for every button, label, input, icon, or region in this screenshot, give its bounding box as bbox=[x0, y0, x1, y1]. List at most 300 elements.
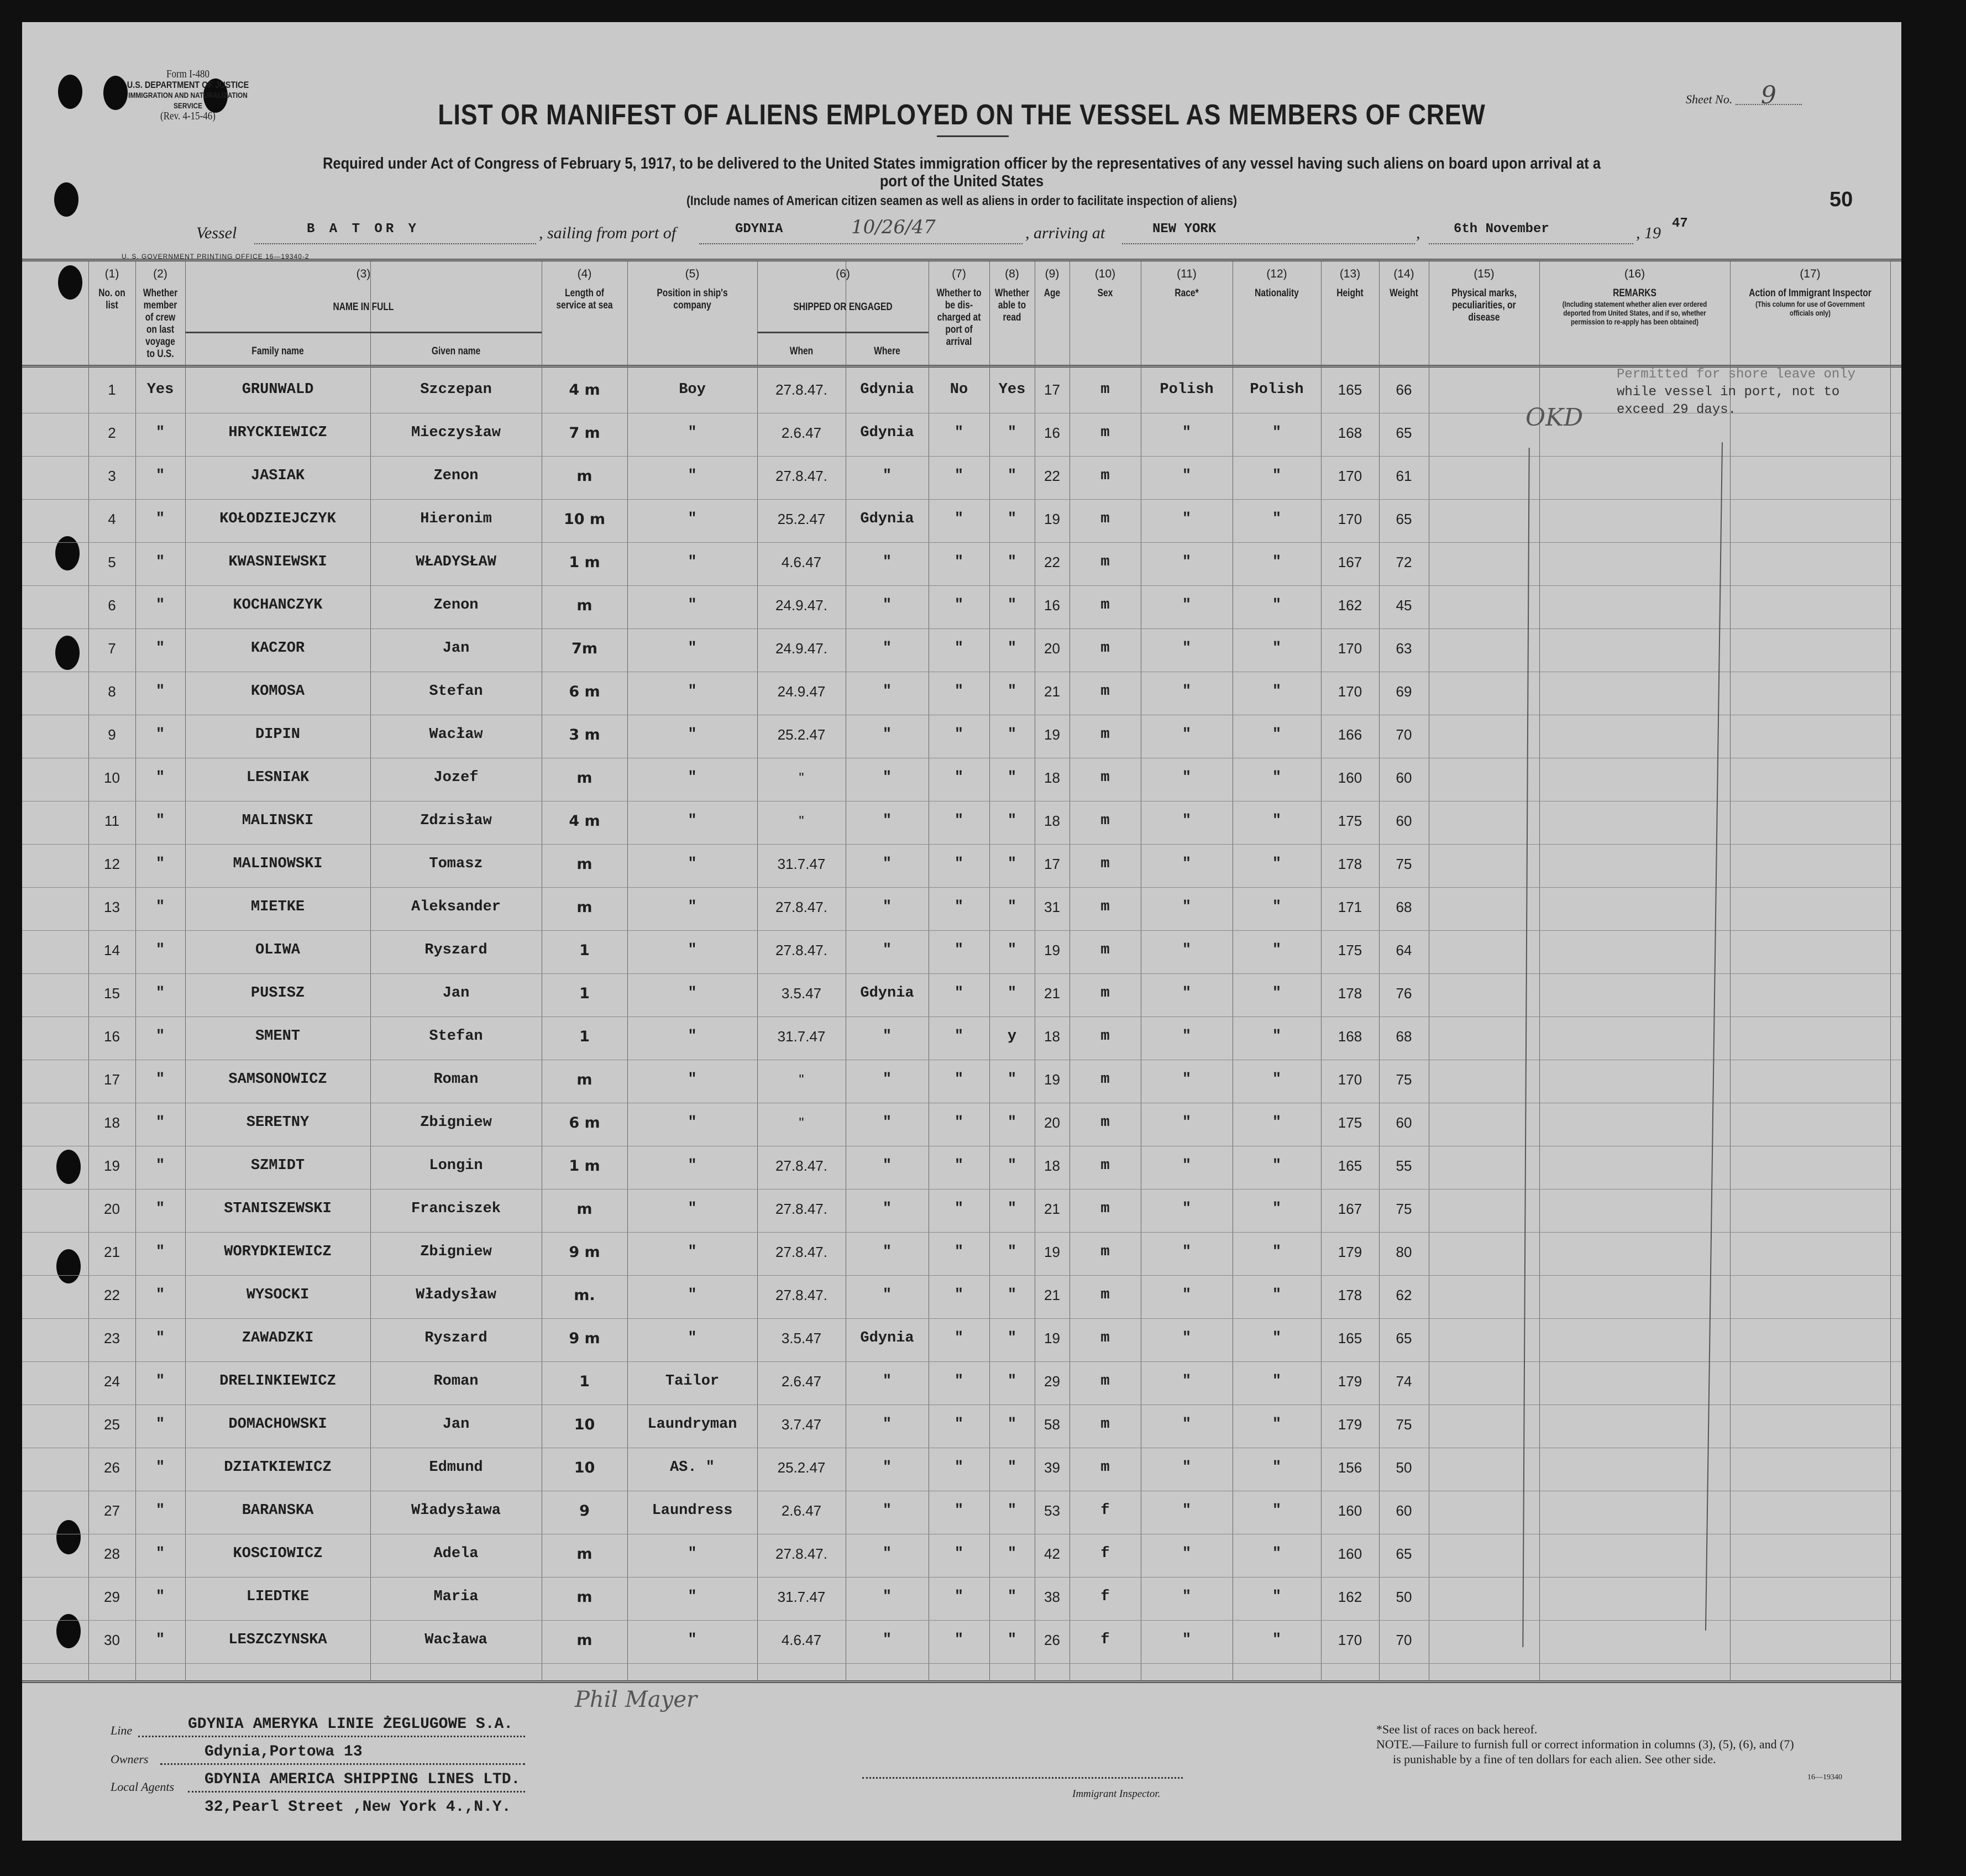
cell-prev: " bbox=[155, 554, 165, 570]
table-row bbox=[22, 500, 1901, 543]
cell-prev: " bbox=[155, 1502, 165, 1519]
vessel-underline bbox=[254, 243, 536, 244]
table-row bbox=[22, 457, 1901, 500]
cell-read: " bbox=[1007, 511, 1017, 527]
cell-height: 167 bbox=[1338, 1201, 1362, 1217]
cell-position: " bbox=[688, 425, 697, 441]
cell-no: 15 bbox=[104, 985, 120, 1002]
column-label: Whether member of crew on last voyage to U.S. bbox=[143, 287, 178, 360]
cell-sex: m bbox=[1100, 511, 1110, 527]
punch-hole bbox=[54, 182, 78, 217]
cell-family: KOŁODZIEJCZYK bbox=[219, 511, 336, 527]
cell-sex: m bbox=[1100, 1201, 1110, 1217]
cell-where: " bbox=[882, 769, 892, 786]
cell-discharged: " bbox=[954, 1373, 964, 1390]
cell-service: m bbox=[576, 856, 593, 873]
cell-no: 19 bbox=[104, 1157, 120, 1174]
cell-service: 9 m bbox=[569, 1330, 600, 1347]
table-row bbox=[22, 888, 1901, 931]
cell-sex: m bbox=[1100, 1459, 1110, 1476]
cell-discharged: " bbox=[954, 1502, 964, 1519]
cell-family: KOCHANCZYK bbox=[233, 597, 323, 614]
cell-position: " bbox=[688, 1114, 697, 1131]
cell-race: " bbox=[1182, 1589, 1192, 1605]
cell-prev: " bbox=[155, 985, 165, 1002]
year-prefix: , 19 bbox=[1636, 224, 1661, 242]
line-value: GDYNIA AMERYKA LINIE ŻEGLUGOWE S.A. bbox=[188, 1716, 513, 1733]
title-rule bbox=[937, 135, 1009, 137]
cell-weight: 65 bbox=[1396, 1330, 1412, 1346]
cell-prev: " bbox=[155, 425, 165, 441]
cell-discharged: " bbox=[954, 899, 964, 915]
table-row bbox=[22, 1405, 1901, 1448]
cell-weight: 61 bbox=[1396, 468, 1412, 484]
cell-no: 20 bbox=[104, 1201, 120, 1217]
column-subheader: Family name bbox=[251, 345, 304, 357]
cell-where: Gdynia bbox=[860, 425, 914, 441]
cell-nationality: " bbox=[1272, 726, 1282, 743]
cell-given: Jan bbox=[442, 1416, 470, 1433]
table-row bbox=[22, 1233, 1901, 1276]
cell-prev: " bbox=[155, 769, 165, 786]
cell-given: Jozef bbox=[433, 769, 479, 786]
cell-service: 10 m bbox=[563, 511, 606, 528]
agents-value: GDYNIA AMERICA SHIPPING LINES LTD. bbox=[205, 1771, 521, 1788]
cell-height: 170 bbox=[1338, 511, 1362, 527]
cell-weight: 72 bbox=[1396, 554, 1412, 570]
cell-nationality: " bbox=[1272, 1416, 1282, 1433]
column-header bbox=[141, 287, 180, 360]
cell-nationality: " bbox=[1272, 1632, 1282, 1648]
cell-height: 165 bbox=[1338, 1157, 1362, 1174]
cell-discharged: " bbox=[954, 1632, 964, 1648]
cell-service: m. bbox=[574, 1287, 595, 1304]
cell-height: 166 bbox=[1338, 726, 1362, 743]
cell-nationality: " bbox=[1272, 1244, 1282, 1260]
cell-where: Gdynia bbox=[860, 1330, 914, 1346]
date-underline bbox=[1429, 243, 1633, 244]
port-underline bbox=[699, 243, 1023, 244]
column-header bbox=[93, 287, 130, 312]
sheet-label: Sheet No. bbox=[1686, 92, 1733, 106]
cell-read: " bbox=[1007, 425, 1017, 441]
cell-prev: " bbox=[155, 1373, 165, 1390]
printing-office: U. S. GOVERNMENT PRINTING OFFICE 16—19340-2 bbox=[122, 253, 310, 260]
cell-where: " bbox=[882, 1589, 892, 1605]
cell-read: " bbox=[1007, 1071, 1017, 1088]
cell-discharged: " bbox=[954, 726, 964, 743]
cell-no: 21 bbox=[104, 1244, 120, 1260]
cell-position: Boy bbox=[679, 381, 706, 398]
cell-read: " bbox=[1007, 1373, 1017, 1390]
arriving-underline bbox=[1122, 243, 1415, 244]
column-label: SHIPPED OR ENGAGED bbox=[793, 301, 893, 313]
cell-when: 27.8.47. bbox=[775, 1244, 827, 1260]
cell-no: 4 bbox=[108, 511, 116, 527]
cell-race: " bbox=[1182, 683, 1192, 700]
page-title: LIST OR MANIFEST OF ALIENS EMPLOYED ON THE VESSEL AS MEMBERS OF CREW bbox=[438, 99, 1486, 131]
column-header bbox=[1558, 287, 1712, 326]
remarks-text bbox=[1617, 366, 1855, 419]
cell-position: " bbox=[688, 1028, 697, 1045]
cell-nationality: " bbox=[1272, 769, 1282, 786]
cell-height: 170 bbox=[1338, 468, 1362, 484]
cell-nationality: " bbox=[1272, 554, 1282, 570]
cell-given: Jan bbox=[442, 985, 470, 1002]
column-number: (16) bbox=[1624, 268, 1645, 280]
column-label: No. on list bbox=[98, 287, 125, 311]
cell-discharged: No bbox=[950, 381, 968, 398]
cell-height: 167 bbox=[1338, 554, 1362, 570]
cell-when: 2.6.47 bbox=[781, 1373, 822, 1390]
cell-given: Zenon bbox=[433, 597, 479, 614]
table-row bbox=[22, 1017, 1901, 1060]
table-row bbox=[22, 672, 1901, 715]
cell-prev: " bbox=[155, 856, 165, 872]
cell-height: 178 bbox=[1338, 985, 1362, 1002]
cell-prev: " bbox=[155, 942, 165, 958]
remarks-line-3: exceed 29 days. bbox=[1617, 402, 1737, 417]
cell-given: WŁADYSŁAW bbox=[416, 554, 496, 570]
cell-where: " bbox=[882, 683, 892, 700]
cell-nationality: " bbox=[1272, 1502, 1282, 1519]
cell-nationality: Polish bbox=[1250, 381, 1304, 398]
cell-service: 1 bbox=[579, 1028, 590, 1045]
cell-where: " bbox=[882, 942, 892, 958]
cell-when: 25.2.47 bbox=[777, 1459, 826, 1476]
cell-where: Gdynia bbox=[860, 511, 914, 527]
cell-race: " bbox=[1182, 640, 1192, 657]
cell-height: 162 bbox=[1338, 1589, 1362, 1605]
arrival-year: 47 bbox=[1672, 216, 1688, 231]
cell-when: 27.8.47. bbox=[775, 1201, 827, 1217]
cell-position: " bbox=[688, 1244, 697, 1260]
cell-race: " bbox=[1182, 726, 1192, 743]
cell-when: 27.8.47. bbox=[775, 899, 827, 915]
cell-prev: " bbox=[155, 1071, 165, 1088]
cell-height: 178 bbox=[1338, 856, 1362, 872]
agents-address: 32,Pearl Street ,New York 4.,N.Y. bbox=[205, 1799, 511, 1816]
cell-race: " bbox=[1182, 813, 1192, 829]
cell-height: 170 bbox=[1338, 1632, 1362, 1648]
cell-discharged: " bbox=[954, 1114, 964, 1131]
column-number: (5) bbox=[685, 268, 700, 280]
cell-where: " bbox=[882, 1028, 892, 1045]
table-bottom-rule bbox=[22, 1680, 1901, 1683]
cell-discharged: " bbox=[954, 554, 964, 570]
cell-prev: " bbox=[155, 1287, 165, 1303]
cell-age: 16 bbox=[1044, 425, 1060, 441]
cell-when: 27.8.47. bbox=[775, 942, 827, 958]
cell-read: " bbox=[1007, 1157, 1017, 1174]
cell-weight: 75 bbox=[1396, 1416, 1412, 1433]
column-subheader: Given name bbox=[431, 345, 481, 357]
cell-read: " bbox=[1007, 468, 1017, 484]
cell-given: Władysław bbox=[416, 1287, 496, 1303]
cell-when: 31.7.47 bbox=[777, 856, 826, 872]
cell-prev: " bbox=[155, 640, 165, 657]
cell-prev: " bbox=[155, 468, 165, 484]
column-note: (This column for use of Government officials only) bbox=[1755, 300, 1865, 317]
cell-read: " bbox=[1007, 1330, 1017, 1346]
cell-family: BARANSKA bbox=[242, 1502, 314, 1519]
table-row bbox=[22, 1621, 1901, 1664]
cell-given: Edmund bbox=[429, 1459, 483, 1476]
table-row bbox=[22, 629, 1901, 672]
cell-service: m bbox=[576, 597, 593, 614]
cell-read: " bbox=[1007, 1589, 1017, 1605]
cell-service: 6 m bbox=[569, 683, 600, 700]
cell-read: " bbox=[1007, 942, 1017, 958]
column-header bbox=[774, 301, 913, 313]
cell-sex: m bbox=[1100, 468, 1110, 484]
cell-family: DRELINKIEWICZ bbox=[219, 1373, 336, 1390]
cell-height: 175 bbox=[1338, 1114, 1362, 1131]
cell-when: " bbox=[799, 1071, 804, 1088]
column-number: (4) bbox=[577, 268, 592, 280]
cell-family: SERETNY bbox=[246, 1114, 310, 1131]
cell-no: 22 bbox=[104, 1287, 120, 1303]
cell-race: " bbox=[1182, 597, 1192, 614]
cell-prev: " bbox=[155, 1157, 165, 1174]
cell-weight: 70 bbox=[1396, 726, 1412, 743]
cell-sex: m bbox=[1100, 1287, 1110, 1303]
cell-height: 165 bbox=[1338, 381, 1362, 398]
cell-weight: 55 bbox=[1396, 1157, 1412, 1174]
column-header bbox=[1077, 287, 1134, 300]
cell-race: " bbox=[1182, 1416, 1192, 1433]
cell-sex: m bbox=[1100, 1157, 1110, 1174]
punch-hole bbox=[58, 75, 82, 109]
cell-nationality: " bbox=[1272, 1157, 1282, 1174]
cell-when: 3.5.47 bbox=[781, 985, 822, 1002]
revision: (Rev. 4-15-46) bbox=[160, 110, 216, 122]
cell-height: 175 bbox=[1338, 942, 1362, 958]
cell-given: Zbigniew bbox=[420, 1114, 492, 1131]
cell-age: 39 bbox=[1044, 1459, 1060, 1476]
race-note: *See list of races on back hereof. bbox=[1376, 1722, 1538, 1736]
cell-where: " bbox=[882, 554, 892, 570]
cell-when: 4.6.47 bbox=[781, 554, 822, 570]
agents-underline bbox=[188, 1791, 525, 1793]
cell-weight: 60 bbox=[1396, 1114, 1412, 1131]
cell-weight: 65 bbox=[1396, 1545, 1412, 1562]
cell-sex: m bbox=[1100, 381, 1110, 398]
cell-given: Wacława bbox=[424, 1632, 487, 1648]
cell-nationality: " bbox=[1272, 1330, 1282, 1346]
subheader-rule bbox=[757, 332, 929, 333]
table-row bbox=[22, 1189, 1901, 1233]
cell-no: 26 bbox=[104, 1459, 120, 1476]
column-label: Race* bbox=[1175, 287, 1199, 299]
cell-given: Zenon bbox=[433, 468, 479, 484]
cell-weight: 63 bbox=[1396, 640, 1412, 657]
cell-family: JASIAK bbox=[250, 468, 305, 484]
cell-read: " bbox=[1007, 1244, 1017, 1260]
cell-where: Gdynia bbox=[860, 381, 914, 398]
cell-no: 24 bbox=[104, 1373, 120, 1390]
line-label: Line bbox=[111, 1723, 133, 1737]
cell-service: 1 bbox=[579, 942, 590, 959]
cell-prev: " bbox=[155, 899, 165, 915]
cell-given: Szczepan bbox=[420, 381, 492, 398]
cell-given: Roman bbox=[433, 1071, 479, 1088]
cell-race: " bbox=[1182, 942, 1192, 958]
cell-height: 162 bbox=[1338, 597, 1362, 614]
cell-read: " bbox=[1007, 856, 1017, 872]
cell-when: 27.8.47. bbox=[775, 381, 827, 398]
cell-race: " bbox=[1182, 425, 1192, 441]
cell-weight: 68 bbox=[1396, 899, 1412, 915]
cell-position: " bbox=[688, 554, 697, 570]
cell-where: " bbox=[882, 1071, 892, 1088]
cell-height: 175 bbox=[1338, 813, 1362, 829]
column-subheader: Where bbox=[874, 345, 900, 357]
cell-prev: " bbox=[155, 511, 165, 527]
column-label: Position in ship's company bbox=[657, 287, 728, 311]
cell-prev: " bbox=[155, 1416, 165, 1433]
cell-no: 16 bbox=[104, 1028, 120, 1045]
column-header bbox=[935, 287, 983, 348]
cell-given: Aleksander bbox=[411, 899, 501, 915]
cell-position: " bbox=[688, 597, 697, 614]
cell-read: " bbox=[1007, 597, 1017, 614]
cell-when: 27.8.47. bbox=[775, 468, 827, 484]
cell-when: 24.9.47. bbox=[775, 597, 827, 614]
cell-sex: m bbox=[1100, 942, 1110, 958]
cell-family: LESZCZYNSKA bbox=[228, 1632, 327, 1648]
cell-when: 27.8.47. bbox=[775, 1157, 827, 1174]
column-label: Physical marks, peculiarities, or disease bbox=[1451, 287, 1517, 323]
cell-when: 25.2.47 bbox=[777, 511, 826, 527]
cell-height: 168 bbox=[1338, 1028, 1362, 1045]
cell-weight: 65 bbox=[1396, 425, 1412, 441]
cell-discharged: " bbox=[954, 1071, 964, 1088]
cell-where: " bbox=[882, 468, 892, 484]
cell-discharged: " bbox=[954, 985, 964, 1002]
line-underline bbox=[138, 1736, 525, 1737]
cell-when: 3.7.47 bbox=[781, 1416, 822, 1433]
cell-height: 178 bbox=[1338, 1287, 1362, 1303]
cell-age: 19 bbox=[1044, 511, 1060, 527]
cell-race: " bbox=[1182, 468, 1192, 484]
cell-height: 170 bbox=[1338, 683, 1362, 700]
cell-discharged: " bbox=[954, 813, 964, 829]
cell-read: " bbox=[1007, 726, 1017, 743]
cell-weight: 68 bbox=[1396, 1028, 1412, 1045]
cell-no: 29 bbox=[104, 1589, 120, 1605]
cell-given: Adela bbox=[433, 1545, 479, 1562]
owners-label: Owners bbox=[111, 1752, 149, 1766]
cell-weight: 45 bbox=[1396, 597, 1412, 614]
column-header bbox=[551, 287, 619, 312]
cell-age: 19 bbox=[1044, 942, 1060, 958]
cell-family: LESNIAK bbox=[246, 769, 310, 786]
cell-weight: 75 bbox=[1396, 856, 1412, 872]
column-header bbox=[1440, 287, 1529, 324]
punch-hole bbox=[58, 265, 82, 300]
cell-position: " bbox=[688, 899, 697, 915]
table-row bbox=[22, 1534, 1901, 1578]
cell-height: 156 bbox=[1338, 1459, 1362, 1476]
subtitle bbox=[135, 155, 1789, 190]
cell-no: 23 bbox=[104, 1330, 120, 1346]
cell-sex: m bbox=[1100, 985, 1110, 1002]
handwritten-date: 10/26/47 bbox=[851, 216, 936, 238]
cell-age: 18 bbox=[1044, 769, 1060, 786]
cell-read: " bbox=[1007, 1502, 1017, 1519]
cell-family: HRYCKIEWICZ bbox=[228, 425, 327, 441]
column-number: (8) bbox=[1005, 268, 1019, 280]
cell-when: 4.6.47 bbox=[781, 1632, 822, 1648]
column-note: (Including statement whether alien ever ordered deported from United States, and if so, whether permission to re-apply has been obtained) bbox=[1562, 300, 1707, 326]
table-row bbox=[22, 931, 1901, 974]
cell-discharged: " bbox=[954, 1545, 964, 1562]
cell-where: " bbox=[882, 813, 892, 829]
cell-service: 1 bbox=[579, 985, 590, 1002]
column-header bbox=[1385, 287, 1424, 300]
cell-weight: 50 bbox=[1396, 1459, 1412, 1476]
cell-sex: m bbox=[1100, 726, 1110, 743]
cell-position: " bbox=[688, 985, 697, 1002]
cell-no: 11 bbox=[104, 813, 119, 829]
cell-discharged: " bbox=[954, 1028, 964, 1045]
cell-read: " bbox=[1007, 1459, 1017, 1476]
cell-family: SZMIDT bbox=[250, 1157, 305, 1174]
department: U.S. DEPARTMENT OF JUSTICE bbox=[127, 80, 249, 90]
cell-weight: 64 bbox=[1396, 942, 1412, 958]
cell-service: 9 bbox=[579, 1502, 590, 1519]
remarks-line-1: Permitted for shore leave only bbox=[1617, 367, 1856, 382]
cell-family: ZAWADZKI bbox=[242, 1330, 314, 1346]
column-label: Weight bbox=[1390, 287, 1418, 299]
form-code: 16—19340 bbox=[1807, 1773, 1842, 1781]
cell-where: " bbox=[882, 1201, 892, 1217]
cell-read: " bbox=[1007, 899, 1017, 915]
cell-family: LIEDTKE bbox=[246, 1589, 310, 1605]
cell-service: 7 m bbox=[569, 425, 600, 442]
cell-position: " bbox=[688, 769, 697, 786]
cell-height: 170 bbox=[1338, 1071, 1362, 1088]
cell-race: " bbox=[1182, 769, 1192, 786]
cell-when: 27.8.47. bbox=[775, 1287, 827, 1303]
column-number: (17) bbox=[1800, 268, 1821, 280]
cell-where: " bbox=[882, 640, 892, 657]
port-name: GDYNIA bbox=[735, 222, 783, 237]
cell-position: " bbox=[688, 813, 697, 829]
cell-race: " bbox=[1182, 1244, 1192, 1260]
cell-where: " bbox=[882, 1416, 892, 1433]
cell-prev: " bbox=[155, 1589, 165, 1605]
cell-height: 160 bbox=[1338, 769, 1362, 786]
cell-race: " bbox=[1182, 1028, 1192, 1045]
cell-sex: m bbox=[1100, 1416, 1110, 1433]
cell-no: 2 bbox=[108, 425, 116, 441]
cell-service: 4 m bbox=[569, 381, 600, 399]
cell-race: " bbox=[1182, 1502, 1192, 1519]
cell-when: " bbox=[799, 769, 804, 786]
cell-when: 3.5.47 bbox=[781, 1330, 822, 1346]
cell-no: 1 bbox=[108, 381, 116, 398]
cell-service: 1 m bbox=[569, 1157, 600, 1175]
table-row bbox=[22, 413, 1901, 457]
cell-where: " bbox=[882, 856, 892, 872]
table-row bbox=[22, 1103, 1901, 1146]
remarks-line-2: while vessel in port, not to bbox=[1617, 385, 1840, 400]
table-row bbox=[22, 1146, 1901, 1189]
cell-where: " bbox=[882, 726, 892, 743]
cell-service: 10 bbox=[574, 1459, 595, 1476]
